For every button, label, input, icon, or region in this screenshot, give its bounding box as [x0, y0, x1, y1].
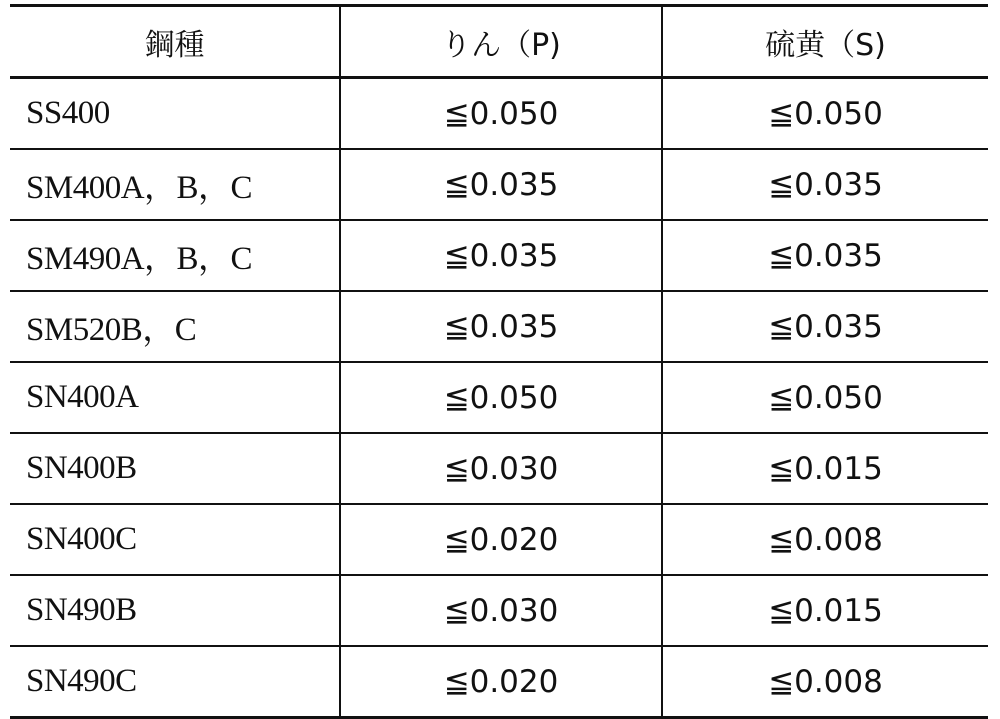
- table-header: [10, 6, 988, 78]
- sulfur-cell: ≦0.035: [662, 291, 988, 362]
- header-sulfur: 硫黄（S): [662, 6, 988, 78]
- steel-grade-cell: SS400: [10, 78, 340, 150]
- phosphorus-cell: ≦0.030: [340, 575, 662, 646]
- table-row: [10, 149, 988, 220]
- table-row: [10, 78, 988, 150]
- phosphorus-cell: ≦0.035: [340, 291, 662, 362]
- table-row: [10, 291, 988, 362]
- phosphorus-cell: ≦0.020: [340, 504, 662, 575]
- phosphorus-cell: ≦0.050: [340, 362, 662, 433]
- phosphorus-cell: ≦0.030: [340, 433, 662, 504]
- phosphorus-cell: ≦0.035: [340, 149, 662, 220]
- header-steel-grade: 鋼種: [10, 6, 340, 78]
- sulfur-cell: ≦0.050: [662, 362, 988, 433]
- sulfur-cell: ≦0.015: [662, 433, 988, 504]
- sulfur-cell: ≦0.035: [662, 149, 988, 220]
- header-row: [10, 6, 988, 78]
- phosphorus-cell: ≦0.020: [340, 646, 662, 718]
- steel-grade-cell: SN400C: [10, 504, 340, 575]
- table-row: [10, 220, 988, 291]
- steel-grade-cell: SM490A，B，C: [10, 220, 340, 291]
- phosphorus-cell: ≦0.035: [340, 220, 662, 291]
- header-phosphorus: りん（P): [340, 6, 662, 78]
- steel-composition-sheet: [10, 4, 988, 704]
- steel-grade-table: [10, 4, 988, 719]
- steel-grade-cell: SN490B: [10, 575, 340, 646]
- sulfur-cell: ≦0.015: [662, 575, 988, 646]
- table-row: [10, 362, 988, 433]
- steel-grade-cell: SN400B: [10, 433, 340, 504]
- table-row: [10, 575, 988, 646]
- sulfur-cell: ≦0.008: [662, 504, 988, 575]
- steel-grade-cell: SN490C: [10, 646, 340, 718]
- sulfur-cell: ≦0.050: [662, 78, 988, 150]
- steel-grade-cell: SM400A，B，C: [10, 149, 340, 220]
- table-body: [10, 78, 988, 718]
- steel-grade-cell: SN400A: [10, 362, 340, 433]
- table-row: [10, 504, 988, 575]
- sulfur-cell: ≦0.035: [662, 220, 988, 291]
- phosphorus-cell: ≦0.050: [340, 78, 662, 150]
- table-row: [10, 646, 988, 718]
- sulfur-cell: ≦0.008: [662, 646, 988, 718]
- steel-grade-cell: SM520B，C: [10, 291, 340, 362]
- table-row: [10, 433, 988, 504]
